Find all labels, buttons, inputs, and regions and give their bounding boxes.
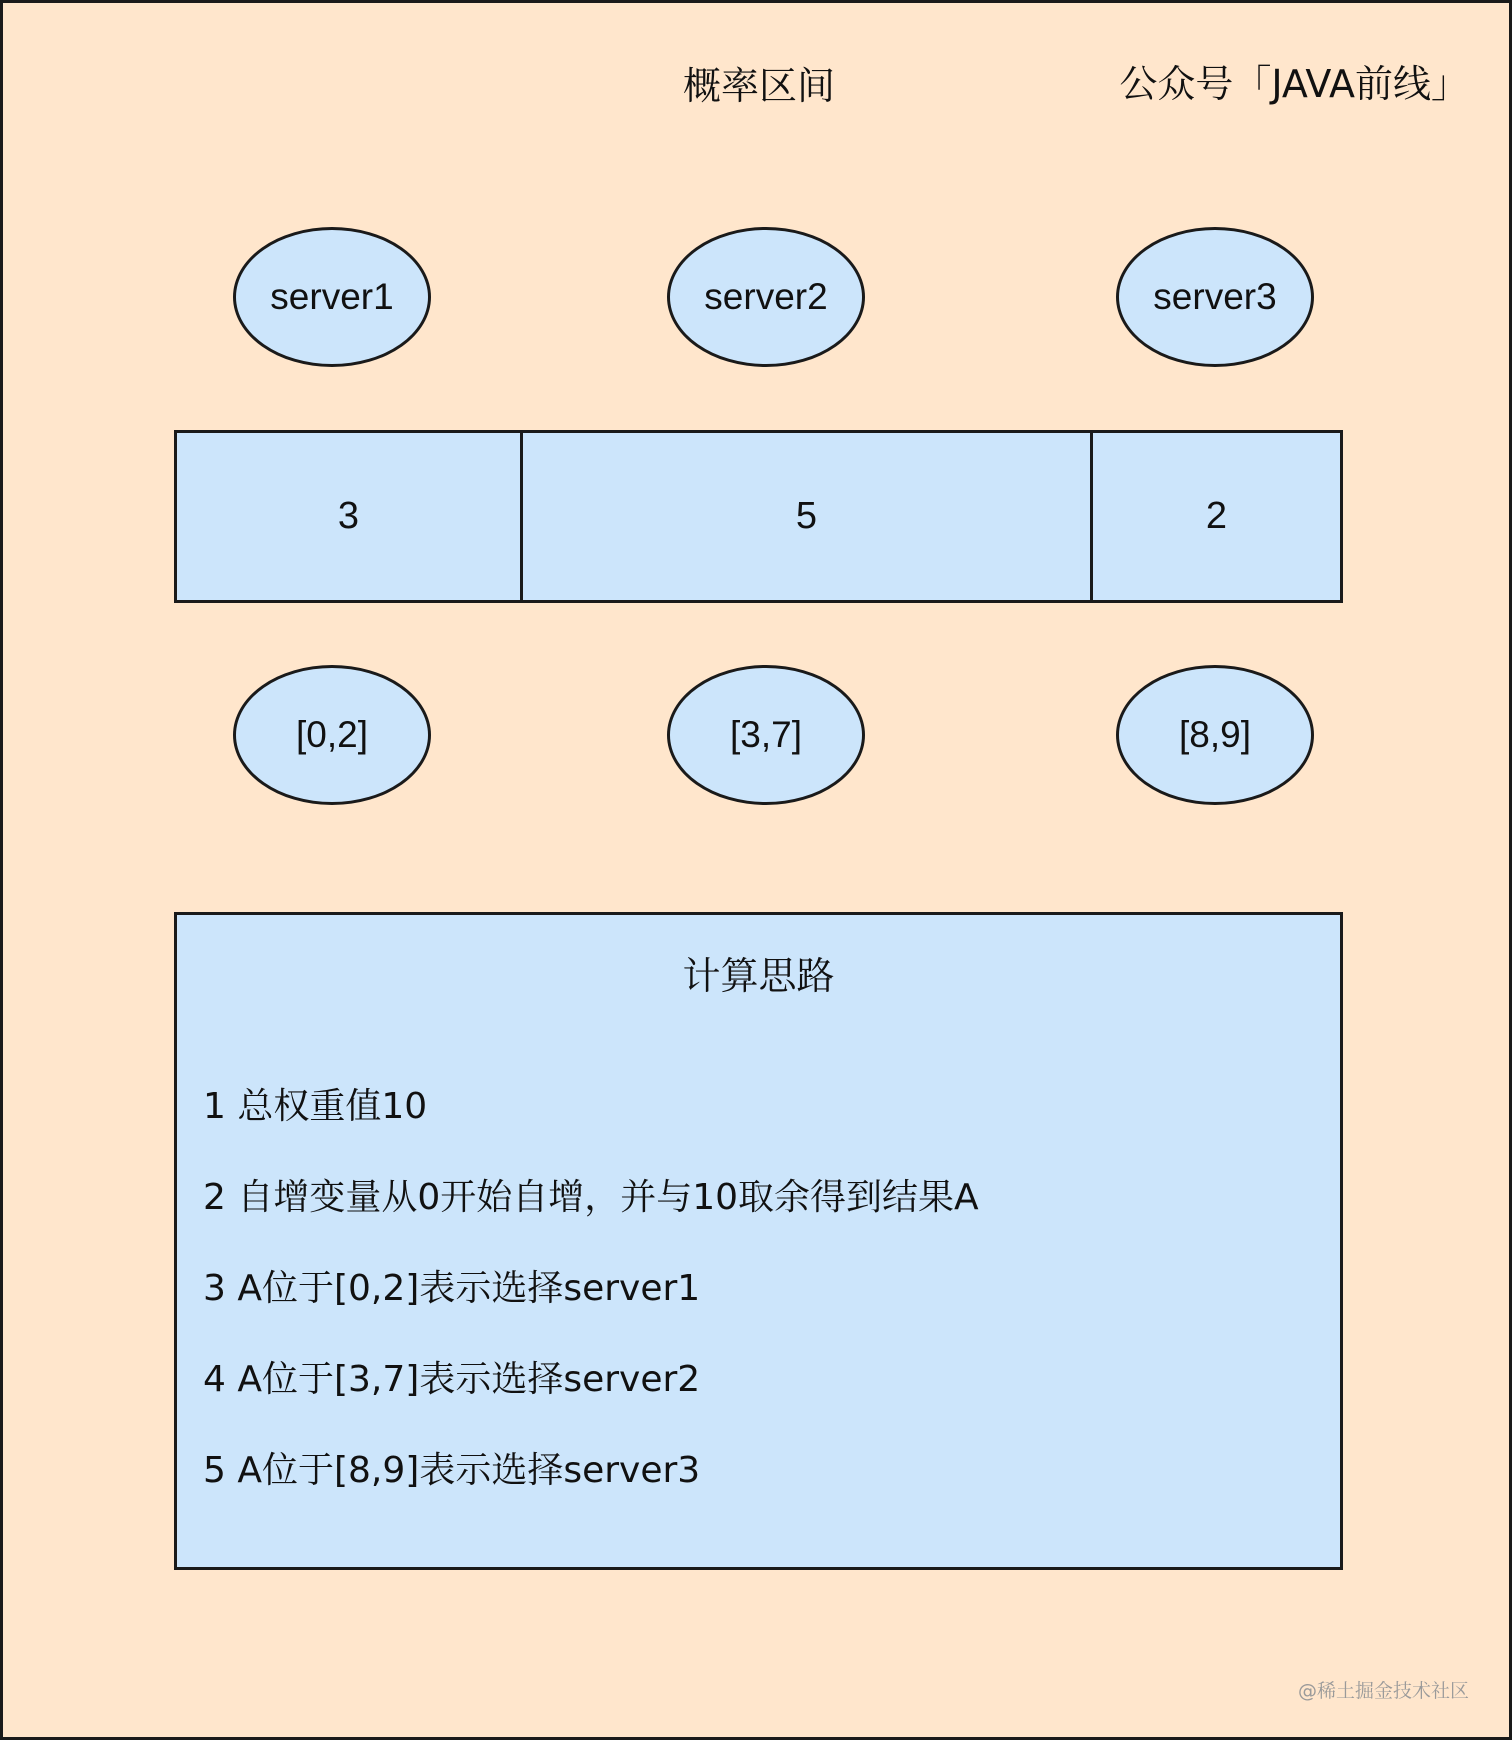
step-item: 5 A位于[8,9]表示选择server3	[203, 1450, 701, 1491]
step-item: 4 A位于[3,7]表示选择server2	[203, 1359, 701, 1400]
brand-label: 公众号「JAVA前线」	[1119, 62, 1469, 106]
step-item: 2 自增变量从0开始自增，并与10取余得到结果A	[203, 1177, 979, 1218]
weight-segment-3: 2	[1090, 433, 1340, 600]
step-item: 3 A位于[0,2]表示选择server1	[203, 1268, 701, 1309]
steps-list	[203, 1085, 979, 1540]
server-node-1: server1	[233, 227, 431, 367]
range-node-3: [8,9]	[1116, 665, 1314, 805]
range-node-1: [0,2]	[233, 665, 431, 805]
diagram-title: 概率区间	[682, 64, 835, 108]
server-node-2: server2	[667, 227, 865, 367]
weight-segment-2: 5	[520, 433, 1090, 600]
range-node-2: [3,7]	[667, 665, 865, 805]
steps-box	[174, 912, 1343, 1570]
steps-box-title: 计算思路	[682, 954, 835, 998]
weights-bar	[174, 430, 1343, 603]
watermark: @稀土掘金技术社区	[1297, 1680, 1469, 1702]
step-item: 1 总权重值10	[203, 1086, 428, 1127]
server-node-3: server3	[1116, 227, 1314, 367]
weight-segment-1: 3	[337, 495, 360, 537]
